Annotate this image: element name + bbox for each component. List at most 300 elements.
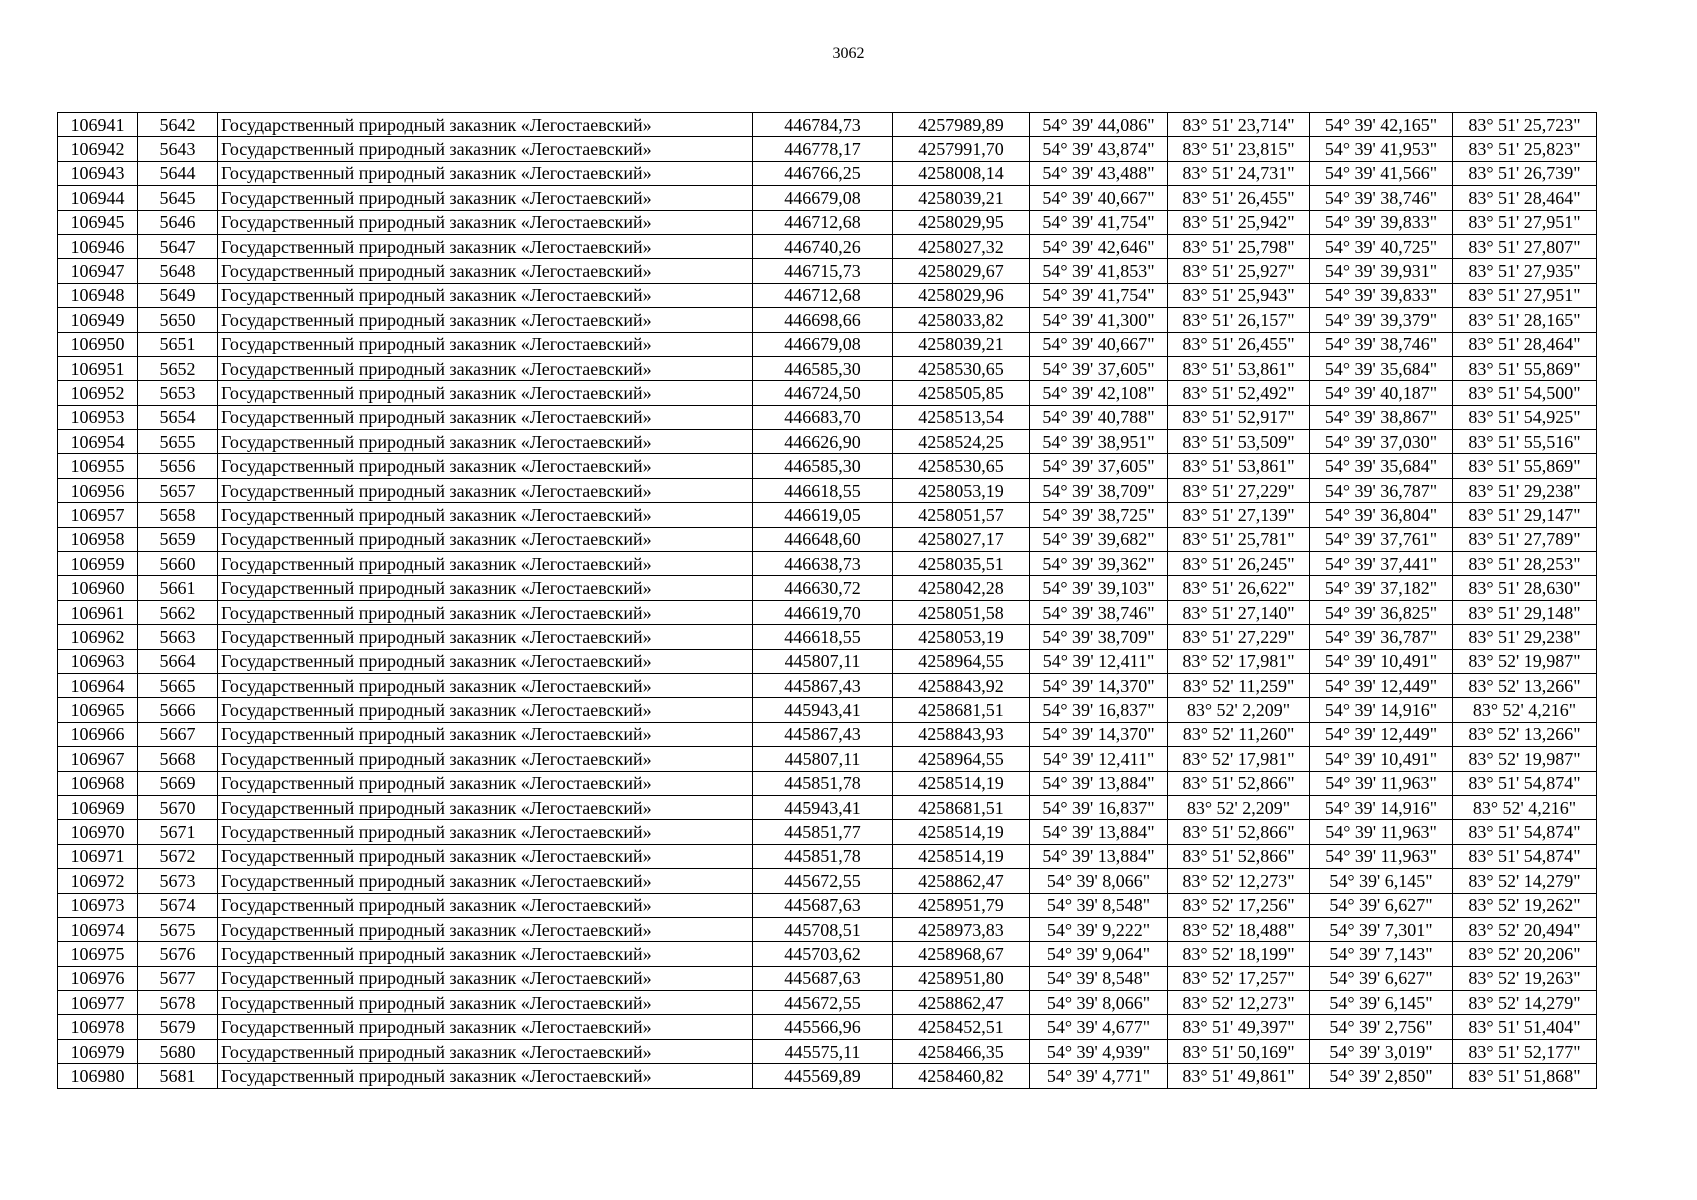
x-coordinate-cell: 446585,30	[753, 356, 893, 380]
record-id-cell: 106944	[58, 186, 138, 210]
y-coordinate-cell: 4258843,92	[893, 673, 1030, 697]
record-id-cell: 106953	[58, 405, 138, 429]
longitude-1-cell: 83° 51' 27,139"	[1168, 503, 1310, 527]
longitude-1-cell: 83° 51' 52,866"	[1168, 820, 1310, 844]
y-coordinate-cell: 4258051,58	[893, 600, 1030, 624]
name-cell: Государственный природный заказник «Легостаевский»	[218, 893, 753, 917]
name-cell: Государственный природный заказник «Легостаевский»	[218, 966, 753, 990]
table-row	[58, 259, 1597, 283]
y-coordinate-cell: 4258951,80	[893, 966, 1030, 990]
latitude-1-cell: 54° 39' 38,709"	[1030, 625, 1168, 649]
point-number-cell: 5681	[138, 1064, 218, 1088]
record-id-cell: 106976	[58, 966, 138, 990]
y-coordinate-cell: 4258968,67	[893, 942, 1030, 966]
x-coordinate-cell: 445851,77	[753, 820, 893, 844]
name-cell: Государственный природный заказник «Легостаевский»	[218, 113, 753, 137]
x-coordinate-cell: 446740,26	[753, 234, 893, 258]
name-cell: Государственный природный заказник «Легостаевский»	[218, 576, 753, 600]
y-coordinate-cell: 4258460,82	[893, 1064, 1030, 1088]
x-coordinate-cell: 445807,11	[753, 747, 893, 771]
record-id-cell: 106952	[58, 381, 138, 405]
record-id-cell: 106955	[58, 454, 138, 478]
name-cell: Государственный природный заказник «Легостаевский»	[218, 308, 753, 332]
x-coordinate-cell: 446724,50	[753, 381, 893, 405]
x-coordinate-cell: 446619,70	[753, 600, 893, 624]
point-number-cell: 5672	[138, 844, 218, 868]
longitude-1-cell: 83° 51' 53,861"	[1168, 454, 1310, 478]
latitude-2-cell: 54° 39' 40,187"	[1310, 381, 1453, 405]
name-cell: Государственный природный заказник «Легостаевский»	[218, 1039, 753, 1063]
table-row	[58, 1015, 1597, 1039]
latitude-2-cell: 54° 39' 11,963"	[1310, 820, 1453, 844]
name-cell: Государственный природный заказник «Легостаевский»	[218, 259, 753, 283]
latitude-1-cell: 54° 39' 38,709"	[1030, 478, 1168, 502]
record-id-cell: 106943	[58, 161, 138, 185]
longitude-2-cell: 83° 51' 27,951"	[1453, 283, 1597, 307]
latitude-1-cell: 54° 39' 8,066"	[1030, 869, 1168, 893]
name-cell: Государственный природный заказник «Легостаевский»	[218, 991, 753, 1015]
table-row	[58, 113, 1597, 137]
latitude-1-cell: 54° 39' 41,853"	[1030, 259, 1168, 283]
record-id-cell: 106965	[58, 698, 138, 722]
y-coordinate-cell: 4258514,19	[893, 820, 1030, 844]
latitude-1-cell: 54° 39' 41,754"	[1030, 210, 1168, 234]
name-cell: Государственный природный заказник «Легостаевский»	[218, 552, 753, 576]
table-body	[58, 113, 1597, 1089]
x-coordinate-cell: 445867,43	[753, 722, 893, 746]
latitude-1-cell: 54° 39' 8,066"	[1030, 991, 1168, 1015]
longitude-2-cell: 83° 52' 13,266"	[1453, 673, 1597, 697]
record-id-cell: 106980	[58, 1064, 138, 1088]
point-number-cell: 5665	[138, 673, 218, 697]
name-cell: Государственный природный заказник «Легостаевский»	[218, 1015, 753, 1039]
name-cell: Государственный природный заказник «Легостаевский»	[218, 771, 753, 795]
longitude-1-cell: 83° 51' 26,455"	[1168, 332, 1310, 356]
longitude-1-cell: 83° 51' 25,781"	[1168, 527, 1310, 551]
longitude-2-cell: 83° 51' 55,516"	[1453, 430, 1597, 454]
record-id-cell: 106960	[58, 576, 138, 600]
latitude-1-cell: 54° 39' 43,488"	[1030, 161, 1168, 185]
table-row	[58, 600, 1597, 624]
latitude-1-cell: 54° 39' 39,682"	[1030, 527, 1168, 551]
record-id-cell: 106967	[58, 747, 138, 771]
longitude-1-cell: 83° 52' 12,273"	[1168, 869, 1310, 893]
latitude-1-cell: 54° 39' 38,725"	[1030, 503, 1168, 527]
latitude-2-cell: 54° 39' 7,301"	[1310, 917, 1453, 941]
y-coordinate-cell: 4258042,28	[893, 576, 1030, 600]
latitude-2-cell: 54° 39' 36,787"	[1310, 625, 1453, 649]
latitude-2-cell: 54° 39' 37,030"	[1310, 430, 1453, 454]
name-cell: Государственный природный заказник «Легостаевский»	[218, 1064, 753, 1088]
x-coordinate-cell: 446618,55	[753, 478, 893, 502]
record-id-cell: 106956	[58, 478, 138, 502]
y-coordinate-cell: 4258973,83	[893, 917, 1030, 941]
name-cell: Государственный природный заказник «Легостаевский»	[218, 795, 753, 819]
longitude-1-cell: 83° 51' 27,229"	[1168, 625, 1310, 649]
record-id-cell: 106963	[58, 649, 138, 673]
record-id-cell: 106942	[58, 137, 138, 161]
longitude-1-cell: 83° 51' 26,622"	[1168, 576, 1310, 600]
latitude-2-cell: 54° 39' 35,684"	[1310, 454, 1453, 478]
name-cell: Государственный природный заказник «Легостаевский»	[218, 942, 753, 966]
latitude-2-cell: 54° 39' 41,566"	[1310, 161, 1453, 185]
name-cell: Государственный природный заказник «Легостаевский»	[218, 356, 753, 380]
x-coordinate-cell: 445687,63	[753, 966, 893, 990]
point-number-cell: 5658	[138, 503, 218, 527]
y-coordinate-cell: 4258513,54	[893, 405, 1030, 429]
table-row	[58, 722, 1597, 746]
y-coordinate-cell: 4258008,14	[893, 161, 1030, 185]
latitude-2-cell: 54° 39' 6,627"	[1310, 966, 1453, 990]
name-cell: Государственный природный заказник «Легостаевский»	[218, 478, 753, 502]
record-id-cell: 106957	[58, 503, 138, 527]
latitude-2-cell: 54° 39' 10,491"	[1310, 649, 1453, 673]
y-coordinate-cell: 4258051,57	[893, 503, 1030, 527]
table-row	[58, 234, 1597, 258]
point-number-cell: 5677	[138, 966, 218, 990]
x-coordinate-cell: 446679,08	[753, 332, 893, 356]
longitude-1-cell: 83° 51' 25,943"	[1168, 283, 1310, 307]
y-coordinate-cell: 4258466,35	[893, 1039, 1030, 1063]
name-cell: Государственный природный заказник «Легостаевский»	[218, 405, 753, 429]
longitude-1-cell: 83° 52' 17,981"	[1168, 649, 1310, 673]
point-number-cell: 5657	[138, 478, 218, 502]
latitude-1-cell: 54° 39' 4,771"	[1030, 1064, 1168, 1088]
y-coordinate-cell: 4258862,47	[893, 991, 1030, 1015]
longitude-2-cell: 83° 51' 28,464"	[1453, 186, 1597, 210]
y-coordinate-cell: 4258029,67	[893, 259, 1030, 283]
y-coordinate-cell: 4258681,51	[893, 698, 1030, 722]
record-id-cell: 106951	[58, 356, 138, 380]
name-cell: Государственный природный заказник «Легостаевский»	[218, 454, 753, 478]
longitude-2-cell: 83° 52' 4,216"	[1453, 698, 1597, 722]
point-number-cell: 5655	[138, 430, 218, 454]
longitude-1-cell: 83° 52' 17,256"	[1168, 893, 1310, 917]
y-coordinate-cell: 4258530,65	[893, 356, 1030, 380]
latitude-2-cell: 54° 39' 35,684"	[1310, 356, 1453, 380]
record-id-cell: 106945	[58, 210, 138, 234]
name-cell: Государственный природный заказник «Легостаевский»	[218, 283, 753, 307]
table-row	[58, 430, 1597, 454]
table-row	[58, 454, 1597, 478]
point-number-cell: 5643	[138, 137, 218, 161]
x-coordinate-cell: 445703,62	[753, 942, 893, 966]
latitude-1-cell: 54° 39' 8,548"	[1030, 966, 1168, 990]
point-number-cell: 5654	[138, 405, 218, 429]
latitude-2-cell: 54° 39' 39,833"	[1310, 283, 1453, 307]
longitude-1-cell: 83° 51' 52,492"	[1168, 381, 1310, 405]
point-number-cell: 5676	[138, 942, 218, 966]
longitude-2-cell: 83° 51' 28,165"	[1453, 308, 1597, 332]
longitude-2-cell: 83° 51' 54,874"	[1453, 771, 1597, 795]
longitude-2-cell: 83° 51' 25,723"	[1453, 113, 1597, 137]
latitude-2-cell: 54° 39' 10,491"	[1310, 747, 1453, 771]
latitude-2-cell: 54° 39' 36,825"	[1310, 600, 1453, 624]
record-id-cell: 106977	[58, 991, 138, 1015]
x-coordinate-cell: 446766,25	[753, 161, 893, 185]
latitude-2-cell: 54° 39' 2,850"	[1310, 1064, 1453, 1088]
point-number-cell: 5679	[138, 1015, 218, 1039]
point-number-cell: 5653	[138, 381, 218, 405]
point-number-cell: 5645	[138, 186, 218, 210]
longitude-1-cell: 83° 52' 12,273"	[1168, 991, 1310, 1015]
record-id-cell: 106949	[58, 308, 138, 332]
latitude-1-cell: 54° 39' 4,677"	[1030, 1015, 1168, 1039]
longitude-2-cell: 83° 51' 25,823"	[1453, 137, 1597, 161]
latitude-1-cell: 54° 39' 12,411"	[1030, 747, 1168, 771]
latitude-2-cell: 54° 39' 6,145"	[1310, 869, 1453, 893]
name-cell: Государственный природный заказник «Легостаевский»	[218, 430, 753, 454]
record-id-cell: 106947	[58, 259, 138, 283]
table-row	[58, 405, 1597, 429]
latitude-2-cell: 54° 39' 14,916"	[1310, 795, 1453, 819]
point-number-cell: 5642	[138, 113, 218, 137]
x-coordinate-cell: 446683,70	[753, 405, 893, 429]
table-row	[58, 844, 1597, 868]
x-coordinate-cell: 445943,41	[753, 698, 893, 722]
point-number-cell: 5644	[138, 161, 218, 185]
y-coordinate-cell: 4258514,19	[893, 844, 1030, 868]
x-coordinate-cell: 445566,96	[753, 1015, 893, 1039]
record-id-cell: 106966	[58, 722, 138, 746]
x-coordinate-cell: 445867,43	[753, 673, 893, 697]
y-coordinate-cell: 4258951,79	[893, 893, 1030, 917]
name-cell: Государственный природный заказник «Легостаевский»	[218, 722, 753, 746]
longitude-1-cell: 83° 52' 18,488"	[1168, 917, 1310, 941]
latitude-2-cell: 54° 39' 11,963"	[1310, 771, 1453, 795]
point-number-cell: 5656	[138, 454, 218, 478]
point-number-cell: 5673	[138, 869, 218, 893]
point-number-cell: 5675	[138, 917, 218, 941]
x-coordinate-cell: 446679,08	[753, 186, 893, 210]
name-cell: Государственный природный заказник «Легостаевский»	[218, 625, 753, 649]
longitude-1-cell: 83° 51' 23,714"	[1168, 113, 1310, 137]
record-id-cell: 106979	[58, 1039, 138, 1063]
table-row	[58, 308, 1597, 332]
record-id-cell: 106959	[58, 552, 138, 576]
latitude-2-cell: 54° 39' 12,449"	[1310, 673, 1453, 697]
x-coordinate-cell: 445575,11	[753, 1039, 893, 1063]
x-coordinate-cell: 445672,55	[753, 991, 893, 1015]
name-cell: Государственный природный заказник «Легостаевский»	[218, 186, 753, 210]
record-id-cell: 106958	[58, 527, 138, 551]
latitude-1-cell: 54° 39' 9,064"	[1030, 942, 1168, 966]
record-id-cell: 106948	[58, 283, 138, 307]
latitude-2-cell: 54° 39' 38,746"	[1310, 332, 1453, 356]
longitude-2-cell: 83° 52' 13,266"	[1453, 722, 1597, 746]
record-id-cell: 106941	[58, 113, 138, 137]
latitude-1-cell: 54° 39' 13,884"	[1030, 844, 1168, 868]
point-number-cell: 5647	[138, 234, 218, 258]
longitude-1-cell: 83° 51' 26,455"	[1168, 186, 1310, 210]
point-number-cell: 5671	[138, 820, 218, 844]
record-id-cell: 106969	[58, 795, 138, 819]
table-row	[58, 503, 1597, 527]
table-row	[58, 747, 1597, 771]
point-number-cell: 5651	[138, 332, 218, 356]
y-coordinate-cell: 4257989,89	[893, 113, 1030, 137]
name-cell: Государственный природный заказник «Легостаевский»	[218, 527, 753, 551]
longitude-1-cell: 83° 51' 25,927"	[1168, 259, 1310, 283]
y-coordinate-cell: 4258027,32	[893, 234, 1030, 258]
point-number-cell: 5668	[138, 747, 218, 771]
point-number-cell: 5648	[138, 259, 218, 283]
x-coordinate-cell: 446618,55	[753, 625, 893, 649]
x-coordinate-cell: 446778,17	[753, 137, 893, 161]
table-row	[58, 1039, 1597, 1063]
point-number-cell: 5674	[138, 893, 218, 917]
name-cell: Государственный природный заказник «Легостаевский»	[218, 234, 753, 258]
latitude-2-cell: 54° 39' 39,379"	[1310, 308, 1453, 332]
longitude-2-cell: 83° 51' 28,464"	[1453, 332, 1597, 356]
table-row	[58, 673, 1597, 697]
longitude-1-cell: 83° 51' 23,815"	[1168, 137, 1310, 161]
x-coordinate-cell: 446784,73	[753, 113, 893, 137]
table-row	[58, 1064, 1597, 1088]
longitude-1-cell: 83° 52' 2,209"	[1168, 698, 1310, 722]
latitude-1-cell: 54° 39' 40,667"	[1030, 186, 1168, 210]
latitude-2-cell: 54° 39' 12,449"	[1310, 722, 1453, 746]
longitude-1-cell: 83° 52' 11,259"	[1168, 673, 1310, 697]
longitude-1-cell: 83° 52' 11,260"	[1168, 722, 1310, 746]
name-cell: Государственный природный заказник «Легостаевский»	[218, 503, 753, 527]
longitude-2-cell: 83° 51' 29,147"	[1453, 503, 1597, 527]
longitude-1-cell: 83° 51' 27,140"	[1168, 600, 1310, 624]
x-coordinate-cell: 446648,60	[753, 527, 893, 551]
table-row	[58, 966, 1597, 990]
y-coordinate-cell: 4258053,19	[893, 625, 1030, 649]
latitude-1-cell: 54° 39' 13,884"	[1030, 771, 1168, 795]
name-cell: Государственный природный заказник «Легостаевский»	[218, 869, 753, 893]
point-number-cell: 5646	[138, 210, 218, 234]
longitude-2-cell: 83° 51' 27,789"	[1453, 527, 1597, 551]
x-coordinate-cell: 445851,78	[753, 844, 893, 868]
y-coordinate-cell: 4258039,21	[893, 332, 1030, 356]
y-coordinate-cell: 4258035,51	[893, 552, 1030, 576]
latitude-1-cell: 54° 39' 39,103"	[1030, 576, 1168, 600]
latitude-2-cell: 54° 39' 6,627"	[1310, 893, 1453, 917]
x-coordinate-cell: 446715,73	[753, 259, 893, 283]
latitude-2-cell: 54° 39' 2,756"	[1310, 1015, 1453, 1039]
longitude-2-cell: 83° 51' 28,630"	[1453, 576, 1597, 600]
x-coordinate-cell: 445943,41	[753, 795, 893, 819]
record-id-cell: 106974	[58, 917, 138, 941]
table-row	[58, 991, 1597, 1015]
latitude-1-cell: 54° 39' 8,548"	[1030, 893, 1168, 917]
table-row	[58, 210, 1597, 234]
longitude-2-cell: 83° 51' 26,739"	[1453, 161, 1597, 185]
longitude-1-cell: 83° 51' 52,866"	[1168, 844, 1310, 868]
y-coordinate-cell: 4258843,93	[893, 722, 1030, 746]
latitude-1-cell: 54° 39' 4,939"	[1030, 1039, 1168, 1063]
longitude-2-cell: 83° 51' 28,253"	[1453, 552, 1597, 576]
record-id-cell: 106971	[58, 844, 138, 868]
longitude-1-cell: 83° 51' 25,798"	[1168, 234, 1310, 258]
point-number-cell: 5669	[138, 771, 218, 795]
table-row	[58, 527, 1597, 551]
name-cell: Государственный природный заказник «Легостаевский»	[218, 210, 753, 234]
longitude-1-cell: 83° 51' 27,229"	[1168, 478, 1310, 502]
latitude-1-cell: 54° 39' 43,874"	[1030, 137, 1168, 161]
latitude-2-cell: 54° 39' 41,953"	[1310, 137, 1453, 161]
y-coordinate-cell: 4258027,17	[893, 527, 1030, 551]
latitude-2-cell: 54° 39' 11,963"	[1310, 844, 1453, 868]
record-id-cell: 106970	[58, 820, 138, 844]
longitude-2-cell: 83° 52' 19,987"	[1453, 649, 1597, 673]
longitude-2-cell: 83° 52' 20,206"	[1453, 942, 1597, 966]
y-coordinate-cell: 4258530,65	[893, 454, 1030, 478]
longitude-2-cell: 83° 52' 19,263"	[1453, 966, 1597, 990]
y-coordinate-cell: 4258033,82	[893, 308, 1030, 332]
table-row	[58, 625, 1597, 649]
latitude-2-cell: 54° 39' 40,725"	[1310, 234, 1453, 258]
latitude-2-cell: 54° 39' 3,019"	[1310, 1039, 1453, 1063]
point-number-cell: 5664	[138, 649, 218, 673]
y-coordinate-cell: 4258452,51	[893, 1015, 1030, 1039]
name-cell: Государственный природный заказник «Легостаевский»	[218, 673, 753, 697]
longitude-1-cell: 83° 51' 25,942"	[1168, 210, 1310, 234]
longitude-2-cell: 83° 51' 29,238"	[1453, 478, 1597, 502]
x-coordinate-cell: 446630,72	[753, 576, 893, 600]
latitude-2-cell: 54° 39' 37,182"	[1310, 576, 1453, 600]
x-coordinate-cell: 446585,30	[753, 454, 893, 478]
table-row	[58, 576, 1597, 600]
latitude-1-cell: 54° 39' 9,222"	[1030, 917, 1168, 941]
latitude-1-cell: 54° 39' 42,108"	[1030, 381, 1168, 405]
record-id-cell: 106975	[58, 942, 138, 966]
longitude-1-cell: 83° 51' 52,866"	[1168, 771, 1310, 795]
latitude-2-cell: 54° 39' 6,145"	[1310, 991, 1453, 1015]
latitude-2-cell: 54° 39' 37,761"	[1310, 527, 1453, 551]
table-row	[58, 161, 1597, 185]
longitude-1-cell: 83° 51' 52,917"	[1168, 405, 1310, 429]
record-id-cell: 106973	[58, 893, 138, 917]
latitude-1-cell: 54° 39' 16,837"	[1030, 795, 1168, 819]
longitude-1-cell: 83° 52' 17,981"	[1168, 747, 1310, 771]
x-coordinate-cell: 445708,51	[753, 917, 893, 941]
longitude-2-cell: 83° 51' 29,238"	[1453, 625, 1597, 649]
name-cell: Государственный природный заказник «Легостаевский»	[218, 747, 753, 771]
point-number-cell: 5663	[138, 625, 218, 649]
y-coordinate-cell: 4258029,96	[893, 283, 1030, 307]
latitude-1-cell: 54° 39' 41,300"	[1030, 308, 1168, 332]
record-id-cell: 106946	[58, 234, 138, 258]
latitude-1-cell: 54° 39' 41,754"	[1030, 283, 1168, 307]
x-coordinate-cell: 446626,90	[753, 430, 893, 454]
record-id-cell: 106961	[58, 600, 138, 624]
longitude-1-cell: 83° 51' 50,169"	[1168, 1039, 1310, 1063]
longitude-2-cell: 83° 51' 55,869"	[1453, 356, 1597, 380]
name-cell: Государственный природный заказник «Легостаевский»	[218, 161, 753, 185]
longitude-2-cell: 83° 51' 54,925"	[1453, 405, 1597, 429]
x-coordinate-cell: 445851,78	[753, 771, 893, 795]
point-number-cell: 5678	[138, 991, 218, 1015]
latitude-1-cell: 54° 39' 44,086"	[1030, 113, 1168, 137]
table-row	[58, 649, 1597, 673]
record-id-cell: 106968	[58, 771, 138, 795]
y-coordinate-cell: 4258505,85	[893, 381, 1030, 405]
table-row	[58, 137, 1597, 161]
table-row	[58, 698, 1597, 722]
x-coordinate-cell: 445569,89	[753, 1064, 893, 1088]
latitude-2-cell: 54° 39' 42,165"	[1310, 113, 1453, 137]
longitude-1-cell: 83° 51' 26,245"	[1168, 552, 1310, 576]
longitude-2-cell: 83° 51' 27,951"	[1453, 210, 1597, 234]
latitude-1-cell: 54° 39' 16,837"	[1030, 698, 1168, 722]
x-coordinate-cell: 445687,63	[753, 893, 893, 917]
point-number-cell: 5661	[138, 576, 218, 600]
name-cell: Государственный природный заказник «Легостаевский»	[218, 600, 753, 624]
